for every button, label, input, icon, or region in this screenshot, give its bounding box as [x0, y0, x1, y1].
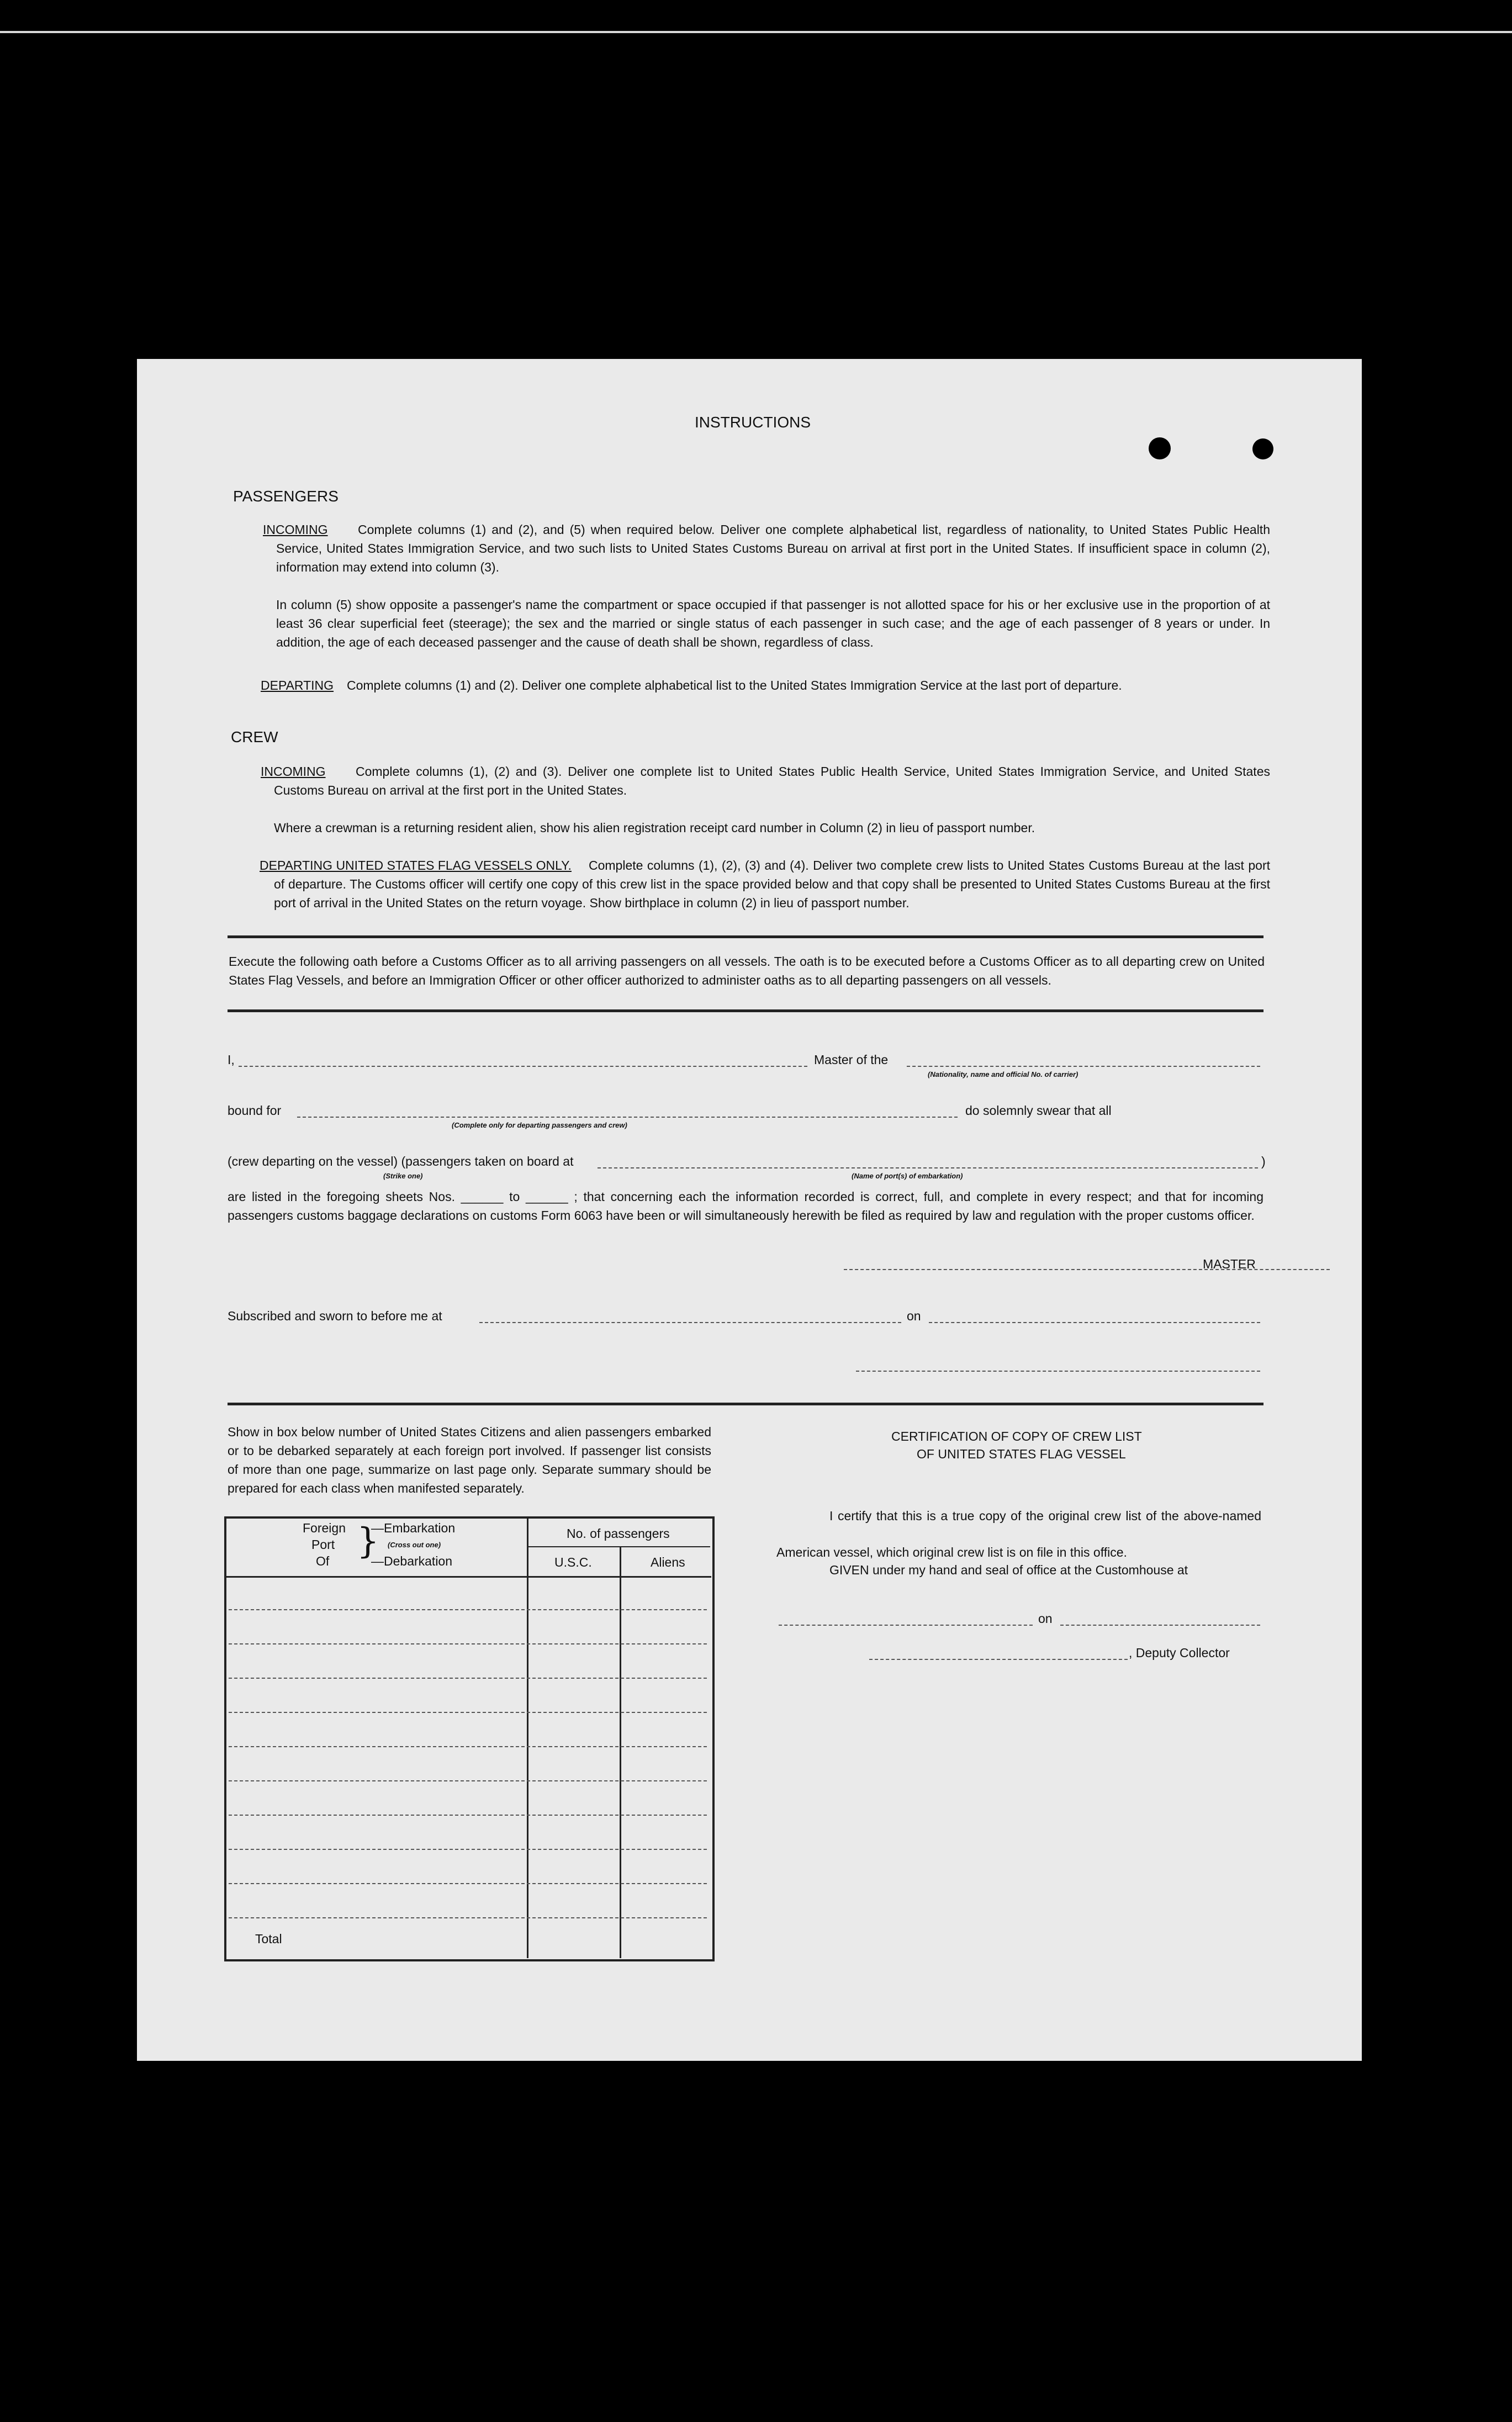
table-row[interactable] — [229, 1712, 707, 1713]
close-paren: ) — [1261, 1154, 1266, 1168]
cross-note: (Cross out one) — [388, 1541, 441, 1549]
passengers-departing-label: DEPARTING — [261, 678, 334, 692]
table-row[interactable] — [229, 1746, 707, 1747]
usc-label: U.S.C. — [554, 1555, 592, 1569]
swear-label: do solemnly swear that all — [965, 1103, 1112, 1118]
crew-incoming-text: Complete columns (1), (2) and (3). Deliver one complete list to United States Public Health Service, United States Immigration Service, and United States Customs Bureau on arrival at the first port in the United States. — [274, 764, 1270, 797]
embarkation-port-field[interactable] — [598, 1167, 1258, 1168]
carrier-field[interactable] — [907, 1066, 1260, 1067]
aliens-label: Aliens — [651, 1555, 685, 1569]
of-label: Of — [316, 1554, 330, 1568]
box-subheader-rule — [528, 1546, 710, 1547]
oath-instruction: Execute the following oath before a Customs Officer as to all arriving passengers on all vessels. The oath is to be executed before a Customs Officer as to all departing crew on United States Flag Vessels, and before an Immigration Officer or other officer authorized to administer oaths as to all departing passengers on all vessels. — [229, 954, 1265, 987]
bound-for-label: bound for — [228, 1103, 282, 1118]
crew-incoming-label: INCOMING — [261, 764, 326, 779]
given-text: GIVEN under my hand and seal of office at the Customhouse at — [829, 1563, 1188, 1577]
embarkation-label: —Embarkation — [371, 1521, 456, 1535]
table-row[interactable] — [229, 1815, 707, 1816]
crew-departing-label: (crew departing on the vessel) (passengers taken on board at — [228, 1154, 574, 1168]
divider-rule — [228, 935, 1263, 938]
crew-resident-text: Where a crewman is a returning resident alien, show his alien registration receipt card number in Column (2) in lieu of passport number. — [274, 821, 1035, 835]
embark-note: (Name of port(s) of embarkation) — [852, 1172, 963, 1180]
master-signature-field[interactable] — [844, 1269, 1330, 1270]
table-row[interactable] — [229, 1609, 707, 1610]
listed-text: are listed in the foregoing sheets Nos. ______ to ______ ; that concerning each the information recorded is correct, full, and complete in every respect; and that for incoming passengers customs baggage declarations on customs Form 6063 have been or will simultaneously herewith be filed as required by law and regulation with the proper customs officer. — [228, 1189, 1263, 1223]
passengers-column5-text: In column (5) show opposite a passenger's name the compartment or space occupied if that passenger is not allotted space for his or her exclusive use in the proportion of at least 36 clear superficial feet (steerage); the sex and the married or single status of each passenger in such case; and the age of each passenger of 8 years or under. In addition, the age of each deceased passenger and the cause of death shall be shown, regardless of class. — [276, 597, 1270, 649]
oath-i-label: I, — [228, 1053, 235, 1067]
deputy-signature-field[interactable] — [869, 1659, 1128, 1660]
table-row[interactable] — [229, 1678, 707, 1679]
foreign-label: Foreign — [303, 1521, 346, 1535]
crew-departing-text: Complete columns (1), (2), (3) and (4). Deliver two complete crew lists to United States Customs Bureau at the last port of departure. The Customs officer will certify one copy of this crew list in the space provided below and that copy shall be presented to United States Customs Bureau at the first port of arrival in the United States on the return voyage. Show birthplace in column (2) in lieu of passport number. — [274, 858, 1270, 910]
subscribed-label: Subscribed and sworn to before me at — [228, 1309, 442, 1323]
divider-rule — [228, 1403, 1263, 1405]
ink-blot — [1149, 437, 1171, 459]
certification-on-label: on — [1038, 1611, 1053, 1626]
no-passengers-label: No. of passengers — [567, 1526, 670, 1541]
crew-heading: CREW — [231, 728, 278, 745]
divider-rule — [228, 1009, 1263, 1012]
passengers-incoming-text: Complete columns (1) and (2), and (5) when required below. Deliver one complete alphabetical list, regardless of nationality, to United States Public Health Service, United States Immigration Service, and two such lists to United States Customs Bureau on arrival at first port in the United States. If insufficient space in column (2), information may extend into column (3). — [276, 522, 1270, 574]
table-row[interactable] — [229, 1643, 707, 1644]
film-edge-line — [0, 31, 1512, 33]
passengers-heading: PASSENGERS — [233, 488, 339, 505]
debarkation-label: —Debarkation — [371, 1554, 453, 1568]
passengers-incoming-label: INCOMING — [263, 522, 328, 537]
strike-note: (Strike one) — [383, 1172, 423, 1180]
certification-title-line2: OF UNITED STATES FLAG VESSEL — [917, 1447, 1126, 1461]
box-col-rule — [527, 1517, 528, 1958]
master-name-field[interactable] — [239, 1066, 807, 1067]
officer-signature-field[interactable] — [856, 1371, 1260, 1372]
box-header-rule — [225, 1576, 711, 1578]
bound-for-field[interactable] — [297, 1117, 958, 1118]
brace-icon: } — [357, 1521, 379, 1562]
table-row[interactable] — [229, 1883, 707, 1884]
carrier-note: (Nationality, name and official No. of carrier) — [928, 1070, 1079, 1078]
form-page — [137, 359, 1362, 2061]
crew-departing-label: DEPARTING UNITED STATES FLAG VESSELS ONLY. — [260, 858, 572, 872]
sworn-date-field[interactable] — [929, 1322, 1260, 1323]
table-row[interactable] — [229, 1917, 707, 1918]
certification-title-line1: CERTIFICATION OF COPY OF CREW LIST — [891, 1429, 1142, 1443]
summary-instruction: Show in box below number of United States Citizens and alien passengers embarked or to be debarked separately at each foreign port involved. If passenger list consists of more than one page, summarize on last page only. Separate summary should be prepared for each class when manifested separately. — [228, 1425, 711, 1495]
table-row[interactable] — [229, 1849, 707, 1850]
certification-date-field[interactable] — [1060, 1625, 1260, 1626]
ink-blot — [1252, 438, 1273, 459]
total-label: Total — [255, 1932, 282, 1946]
table-row[interactable] — [229, 1780, 707, 1781]
passengers-departing-text: Complete columns (1) and (2). Deliver one complete alphabetical list to the United States Immigration Service at the last port of departure. — [347, 678, 1122, 692]
sworn-on-label: on — [907, 1309, 921, 1323]
deputy-collector-label: , Deputy Collector — [1129, 1646, 1230, 1660]
sworn-place-field[interactable] — [479, 1322, 901, 1323]
customhouse-field[interactable] — [779, 1625, 1033, 1626]
certify-text: I certify that this is a true copy of the original crew list of the above-named American vessel, which original crew list is on file in this office. — [776, 1509, 1261, 1559]
bound-note: (Complete only for departing passengers and crew) — [452, 1121, 627, 1129]
master-label: MASTER — [1203, 1257, 1256, 1271]
instructions-title: INSTRUCTIONS — [695, 414, 811, 431]
passenger-summary-box — [224, 1516, 715, 1961]
master-of-label: Master of the — [814, 1053, 889, 1067]
port-label: Port — [311, 1537, 335, 1552]
